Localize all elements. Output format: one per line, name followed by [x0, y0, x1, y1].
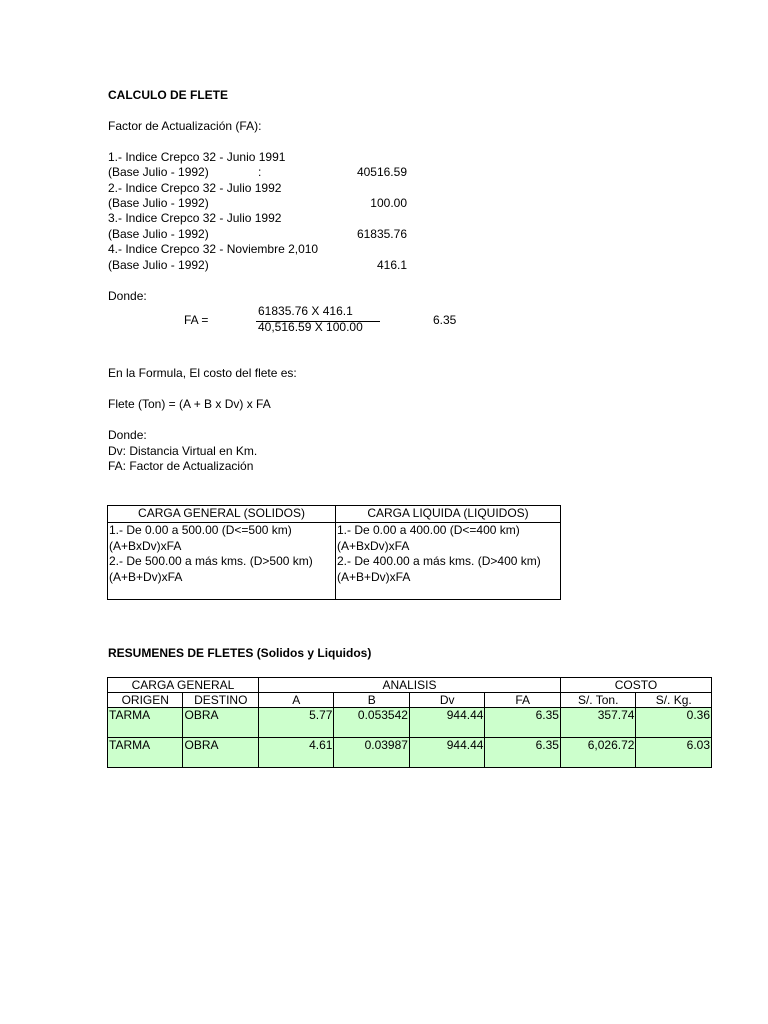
table-cell: 6.35: [485, 738, 561, 768]
index-1-value: 40516.59: [356, 165, 407, 179]
col-header-fa: FA: [485, 693, 561, 708]
group-header-costo: COSTO: [560, 678, 711, 693]
index-2-line1: 2.- Indice Crepco 32 - Julio 1992: [108, 181, 282, 195]
liquidos-line: (A+B+Dv)xFA: [337, 569, 411, 584]
index-4-value: 416.1: [376, 258, 407, 272]
formula: Flete (Ton) = (A + B x Dv) x FA: [108, 397, 271, 411]
definition-dv: Dv: Distancia Virtual en Km.: [108, 444, 258, 458]
table-cell: 6.03: [636, 738, 712, 768]
fa-denominator: 40,516.59 X 100.00: [258, 320, 363, 334]
col-header-dv: Dv: [409, 693, 484, 708]
liquidos-line: 2.- De 400.00 a más kms. (D>400 km): [337, 554, 541, 568]
index-1-line1: 1.- Indice Crepco 32 - Junio 1991: [108, 150, 286, 164]
table-cell: 5.77: [258, 708, 333, 738]
col-header-origen: ORIGEN: [108, 693, 183, 708]
carga-table: [107, 505, 561, 600]
group-header-carga: CARGA GENERAL: [108, 678, 259, 693]
resumen-title: RESUMENES DE FLETES (Solidos y Liquidos): [108, 646, 372, 660]
index-2-line2: (Base Julio - 1992): [108, 196, 209, 210]
liquidos-cell: [336, 523, 561, 600]
fa-numerator: 61835.76 X 416.1: [258, 304, 353, 318]
table-row: [108, 708, 712, 738]
table-cell: 0.03987: [334, 738, 409, 768]
table-row: [108, 738, 712, 768]
table-cell: 944.44: [409, 738, 484, 768]
donde-label-1: Donde:: [108, 289, 147, 303]
index-3-value: 61835.76: [356, 227, 407, 241]
col-header-skg: S/. Kg.: [636, 693, 712, 708]
solidos-line: (A+B+Dv)xFA: [109, 569, 183, 584]
table-cell: 944.44: [409, 708, 484, 738]
fa-result: 6.35: [433, 313, 457, 327]
donde-label-2: Donde:: [108, 428, 147, 442]
col-header-a: A: [258, 693, 333, 708]
index-3-line2: (Base Julio - 1992): [108, 227, 209, 241]
table-cell: 4.61: [258, 738, 333, 768]
col-header-destino: DESTINO: [183, 693, 259, 708]
table-cell: 6.35: [485, 708, 561, 738]
liquidos-line: 1.- De 0.00 a 400.00 (D<=400 km): [337, 523, 520, 537]
table-cell: 0.36: [636, 708, 712, 738]
solidos-line: (A+BxDv)xFA: [109, 538, 182, 553]
carga-liquida-header: CARGA LIQUIDA (LIQUIDOS): [336, 506, 561, 523]
table-cell: 357.74: [560, 708, 635, 738]
index-2-value: 100.00: [370, 196, 407, 210]
table-cell: OBRA: [183, 738, 259, 768]
index-4-line2: (Base Julio - 1992): [108, 258, 209, 272]
formula-intro: En la Formula, El costo del flete es:: [108, 366, 297, 380]
table-cell: TARMA: [108, 738, 183, 768]
solidos-line: 2.- De 500.00 a más kms. (D>500 km): [109, 554, 313, 568]
index-4-line1: 4.- Indice Crepco 32 - Noviembre 2,010: [108, 242, 319, 256]
table-cell: 0.053542: [334, 708, 409, 738]
liquidos-line: (A+BxDv)xFA: [337, 538, 410, 553]
fa-label: FA =: [184, 313, 209, 327]
factor-label: Factor de Actualización (FA):: [108, 119, 262, 133]
index-3-line1: 3.- Indice Crepco 32 - Julio 1992: [108, 211, 282, 225]
index-1-line2: (Base Julio - 1992): [108, 165, 209, 179]
group-header-analisis: ANALISIS: [258, 678, 560, 693]
carga-general-header: CARGA GENERAL (SOLIDOS): [108, 506, 336, 523]
table-cell: OBRA: [183, 708, 259, 738]
table-cell: 6,026.72: [560, 738, 635, 768]
page-title: CALCULO DE FLETE: [108, 88, 228, 102]
index-1-colon: :: [258, 165, 262, 179]
solidos-cell: [108, 523, 336, 600]
definition-fa: FA: Factor de Actualización: [108, 459, 254, 473]
resumen-table: [107, 677, 712, 768]
solidos-line: 1.- De 0.00 a 500.00 (D<=500 km): [109, 523, 292, 537]
col-header-b: B: [334, 693, 409, 708]
col-header-ston: S/. Ton.: [560, 693, 635, 708]
table-cell: TARMA: [108, 708, 183, 738]
